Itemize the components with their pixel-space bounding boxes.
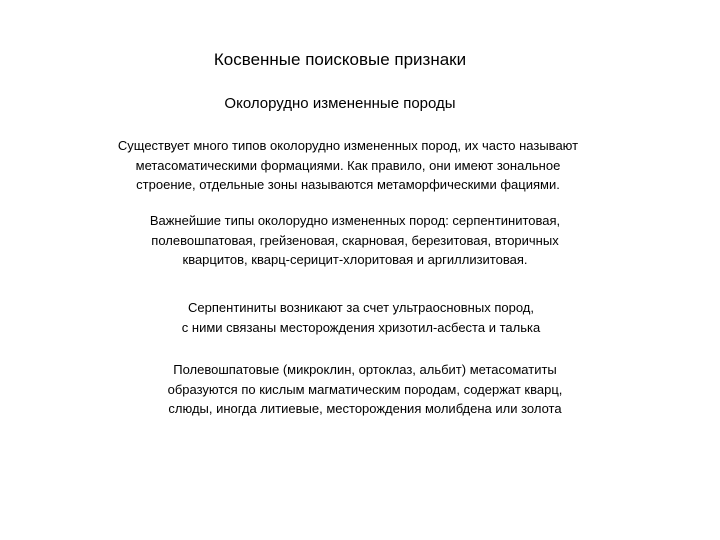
- paragraph-line: с ними связаны месторождения хризотил-асбеста и талька: [181, 319, 541, 335]
- paragraph-line: Существует много типов околорудно измененных пород, их часто называют: [117, 138, 579, 153]
- paragraph-serpentinites: [1, 298, 720, 337]
- paragraph-alteration-types: [0, 211, 715, 270]
- paragraph-alteration-intro: [0, 136, 708, 195]
- paragraph-line: кварцитов, кварц-серицит-хлоритовая и аргиллизитовая.: [182, 252, 528, 267]
- paragraph-line: метасоматическими формациями. Как правило, они имеют зональное: [135, 157, 561, 173]
- paragraph-feldspathic: [5, 360, 720, 419]
- paragraph-line: Полевошпатовые (микроклин, ортоклаз, альбит) метасоматиты: [173, 362, 557, 377]
- paragraph-line: Важнейшие типы околорудно измененных пород: серпентинитовая,: [149, 213, 561, 228]
- paragraph-line: полевошпатовая, грейзеновая, скарновая, березитовая, вторичных: [151, 232, 559, 248]
- paragraph-line: слюды, иногда литиевые, месторождения молибдена или золота: [168, 401, 562, 416]
- paragraph-line: Серпентиниты возникают за счет ультраосновных пород,: [188, 300, 534, 315]
- slide-subtitle: Околорудно измененные породы: [224, 95, 456, 112]
- paragraph-line: строение, отдельные зоны называются метаморфическими фациями.: [136, 177, 560, 192]
- paragraph-line: образуются по кислым магматическим породам, содержат кварц,: [167, 381, 563, 397]
- slide-title: Косвенные поисковые признаки: [213, 50, 467, 69]
